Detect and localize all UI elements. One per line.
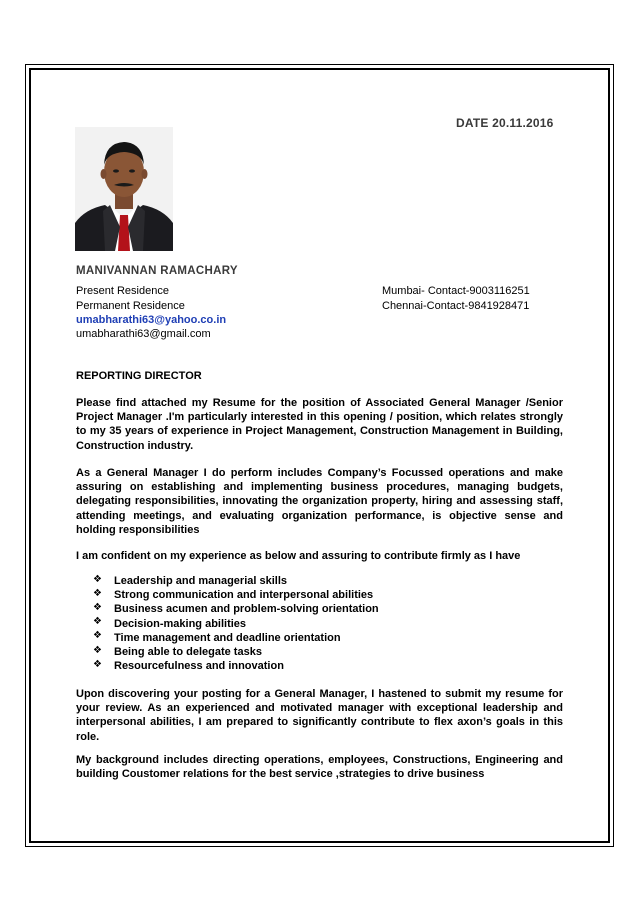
paragraph-intro: Please find attached my Resume for the position of Associated General Manager /Senior Project Manager .I'm particularly interested in this opening / position, which relates strongly to my 35 years of experience in Project Management, Construction Management in Building, Construction industry. (76, 397, 563, 452)
diamond-bullet-icon (94, 619, 103, 628)
diamond-bullet-icon (94, 577, 103, 586)
diamond-bullet-icon (94, 633, 103, 642)
list-item: ❖ Resourcefulness and innovation (94, 659, 379, 673)
list-item: ❖ Strong communication and interpersonal abilities (94, 588, 379, 602)
diamond-bullet-icon (94, 662, 103, 671)
email-link-yahoo[interactable]: umabharathi63@yahoo.co.in (76, 314, 227, 326)
list-item: ❖ Business acumen and problem-solving orientation (94, 602, 379, 616)
diamond-bullet-icon (94, 648, 103, 657)
list-item: ❖ Time management and deadline orientation (94, 631, 379, 645)
paragraph-confidence: I am confident on my experience as below and assuring to contribute firmly as I have (76, 550, 521, 562)
paragraph-background: My background includes directing operations, employees, Constructions, Engineering and building Coustomer relations for the best service ,strategies to drive business (76, 754, 563, 781)
permanent-residence-label: Permanent Residence (76, 300, 185, 312)
diamond-bullet-icon (94, 591, 103, 600)
list-item: ❖ Being able to delegate tasks (94, 645, 379, 659)
present-residence-contact: Mumbai- Contact-9003116251 (382, 285, 530, 297)
paragraph-application: Upon discovering your posting for a General Manager, I hastened to submit my resume for your review. As an experienced and motivated manager with exceptional leadership and interpersonal abilities, I am prepared to significantly contribute to flex axon’s goals in this role. (76, 688, 563, 743)
document-date: DATE 20.11.2016 (456, 116, 554, 130)
present-residence-label: Present Residence (76, 285, 169, 297)
position-heading: REPORTING DIRECTOR (76, 370, 202, 382)
email-gmail: umabharathi63@gmail.com (76, 328, 211, 340)
list-item: ❖ Decision-making abilities (94, 617, 379, 631)
paragraph-responsibilities: As a General Manager I do perform includes Company’s Focussed operations and make assuring on establishing and implementing business procedures, managing budgets, delegating responsibilities, innovating the organization property, hiring and assessing staff, attending meetings, and evaluating organization performance, is objective sense and holding responsibilities (76, 467, 563, 536)
profile-photo (75, 127, 173, 251)
diamond-bullet-icon (94, 605, 103, 614)
candidate-name: MANIVANNAN RAMACHARY (76, 265, 238, 277)
skills-list (94, 574, 379, 673)
list-item: ❖ Leadership and managerial skills (94, 574, 379, 588)
permanent-residence-contact: Chennai-Contact-9841928471 (382, 300, 530, 312)
